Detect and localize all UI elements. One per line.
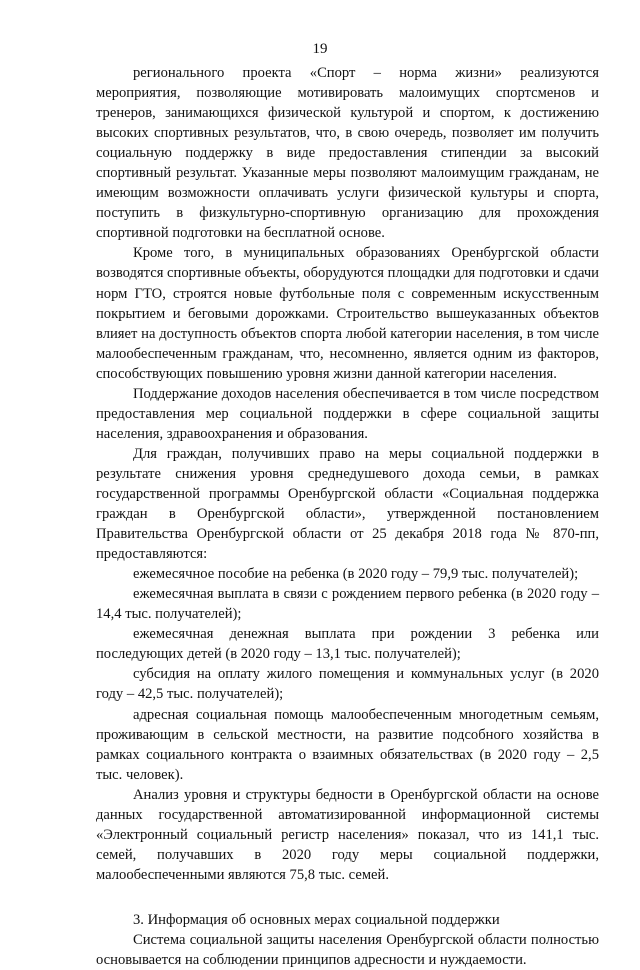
paragraph-sport-project: регионального проекта «Спорт – норма жизни» реализуются мероприятия, позволяющие мотивировать малоимущих спортсменов и тренеров, занимающихся физической культурой и спортом, к достижению высоких спортивных результатов, что, в свою очередь, позволяет им получить социальную поддержку в виде предоставления стипендии за высокий спортивный результат. Указанные меры позволяют малоимущим гражданам, не имеющим возможности оплачивать услуги физической культуры и спорта, поступить в физкультурно-спортивную организацию для прохождения спортивной подготовки на бесплатной основе. xyxy=(96,65,599,242)
section-heading: 3. Информация об основных мерах социальной поддержки xyxy=(133,911,500,928)
list-item-housing-subsidy: субсидия на оплату жилого помещения и коммунальных услуг (в 2020 году – 42,5 тыс. получателей); xyxy=(96,666,599,703)
paragraph-income-support: Поддержание доходов населения обеспечивается в том числе посредством предоставления мер социальной поддержки в сфере социальной защиты населения, здравоохранения и образования. xyxy=(96,385,599,442)
paragraph-poverty-analysis: Анализ уровня и структуры бедности в Оренбургской области на основе данных государственной автоматизированной информационной системы «Электронный социальный регистр населения» показал, что из 141,1 тыс. семей, получавших в 2020 году меры социальной поддержки, малообеспеченными являются 75,8 тыс. семей. xyxy=(96,786,599,883)
page-number: 19 xyxy=(312,41,328,57)
paragraph-sport-facilities: Кроме того, в муниципальных образованиях Оренбургской области возводятся спортивные объекты, оборудуются площадки для подготовки и сдачи норм ГТО, строятся новые футбольные поля с современным искусственным покрытием и беговыми дорожками. Строительство вышеуказанных объектов влияет на доступность объектов спорта любой категории населения, в том числе малообеспеченным гражданам, что, несомненно, является одним из факторов, способствующих повышению уровня жизни данной категории населения. xyxy=(96,245,599,382)
paragraph-state-program: Для граждан, получивших право на меры социальной поддержки в результате снижения уровня среднедушевого дохода семьи, в рамках государственной программы Оренбургской области «Социальная поддержка граждан в Оренбургской области», утвержденной постановлением Правительства Оренбургской области от 25 декабря 2018 года № 870-пп, предоставляются: xyxy=(96,445,599,563)
list-item-social-contract-aid: адресная социальная помощь малообеспеченным многодетным семьям, проживающим в сельской местности, на развитие подсобного хозяйства в рамках социального контракта о взаимных обязательствах (в 2020 году – 2,5 тыс. человек). xyxy=(96,706,599,783)
document-body xyxy=(96,63,599,970)
list-item-child-allowance: ежемесячное пособие на ребенка (в 2020 году – 79,9 тыс. получателей); xyxy=(133,566,579,583)
list-item-first-child-payment: ежемесячная выплата в связи с рождением первого ребенка (в 2020 году – 14,4 тыс. получателей); xyxy=(96,586,599,623)
paragraph-social-protection-system: Система социальной защиты населения Оренбургской области полностью основывается на соблюдении принципов адресности и нуждаемости. xyxy=(96,931,599,969)
list-item-third-child-payment: ежемесячная денежная выплата при рождении 3 ребенка или последующих детей (в 2020 году – 13,1 тыс. получателей); xyxy=(96,626,599,663)
